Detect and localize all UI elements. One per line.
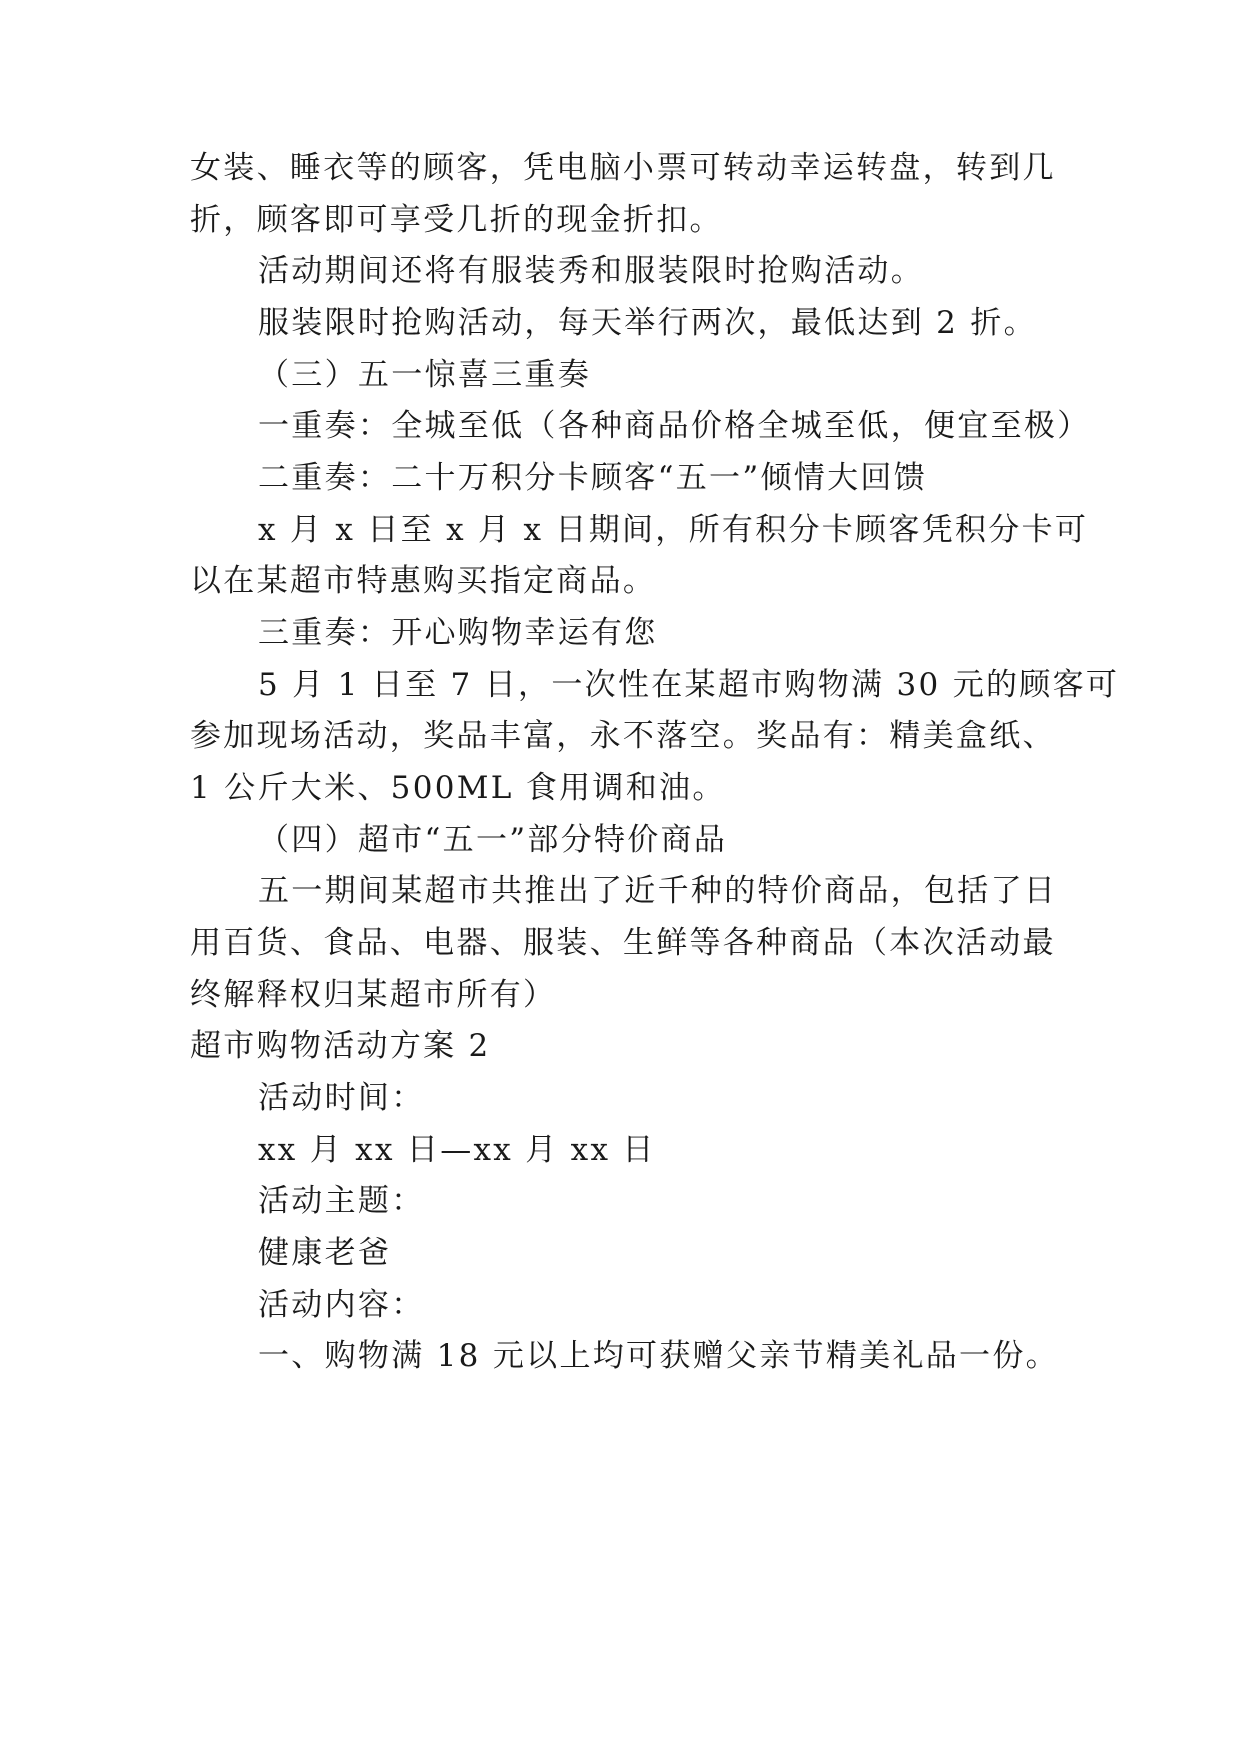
paragraph-line: 以在某超市特惠购买指定商品。 — [190, 563, 657, 599]
paragraph-line: 1 公斤大米、500ML 食用调和油。 — [190, 770, 726, 806]
paragraph-line: 活动期间还将有服装秀和服装限时抢购活动。 — [258, 253, 924, 289]
section-heading: （三）五一惊喜三重奏 — [258, 357, 591, 393]
paragraph-line: 活动主题： — [258, 1183, 425, 1219]
paragraph-line: 折，顾客即可享受几折的现金折扣。 — [190, 202, 723, 238]
paragraph-line: 活动内容： — [258, 1287, 425, 1323]
paragraph-line: 一重奏：全城至低（各种商品价格全城至低，便宜至极） — [258, 408, 1091, 444]
paragraph-line: 女装、睡衣等的顾客，凭电脑小票可转动幸运转盘，转到几 — [190, 150, 1056, 186]
paragraph-line: 三重奏：开心购物幸运有您 — [258, 615, 658, 651]
paragraph-line: x 月 x 日至 x 月 x 日期间，所有积分卡顾客凭积分卡可 — [258, 512, 1089, 548]
paragraph-line: 二重奏：二十万积分卡顾客“五一”倾情大回馈 — [258, 460, 927, 496]
paragraph-line: 服装限时抢购活动，每天举行两次，最低达到 2 折。 — [258, 305, 1037, 341]
paragraph-line: 5 月 1 日至 7 日，一次性在某超市购物满 30 元的顾客可 — [258, 667, 1120, 703]
paragraph-line: 用百货、食品、电器、服装、生鲜等各种商品（本次活动最 — [190, 925, 1056, 961]
section-heading: （四）超市“五一”部分特价商品 — [258, 822, 728, 858]
paragraph-line: xx 月 xx 日—xx 月 xx 日 — [258, 1132, 656, 1168]
paragraph-line: 健康老爸 — [258, 1235, 392, 1271]
paragraph-line: 一、购物满 18 元以上均可获赠父亲节精美礼品一份。 — [258, 1338, 1059, 1374]
paragraph-line: 活动时间： — [258, 1080, 425, 1116]
paragraph-line: 参加现场活动，奖品丰富，永不落空。奖品有：精美盒纸、 — [190, 718, 1056, 754]
paragraph-line: 五一期间某超市共推出了近千种的特价商品，包括了日 — [258, 873, 1058, 909]
paragraph-line: 终解释权归某超市所有） — [190, 977, 557, 1013]
document-title: 超市购物活动方案 2 — [190, 1028, 491, 1064]
